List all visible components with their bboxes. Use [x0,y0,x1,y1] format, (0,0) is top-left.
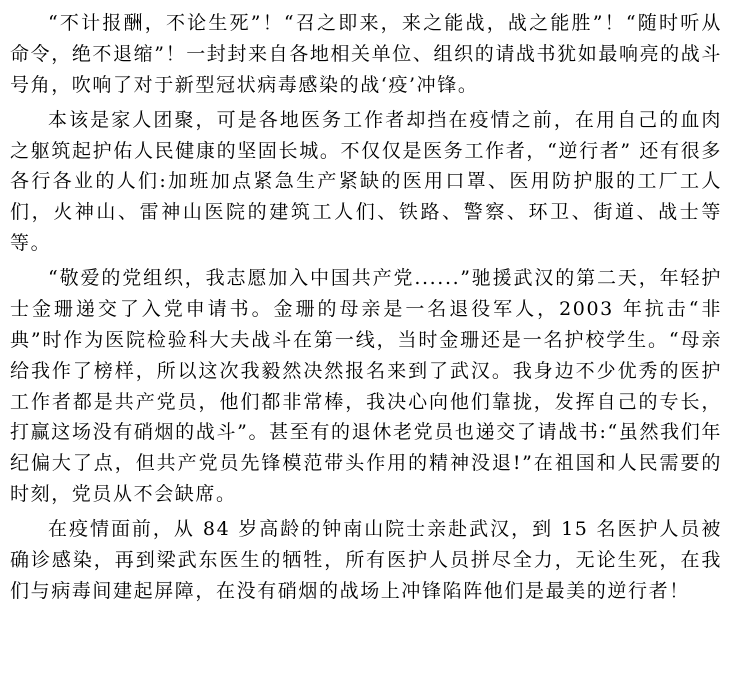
document-body [10,8,722,607]
paragraph-2: 本该是家人团聚，可是各地医务工作者却挡在疫情之前，在用自己的血肉之躯筑起护佑人民健康的坚固长城。不仅仅是医务工作者，“逆行者” 还有很多各行各业的人们:加班加点紧急生产紧缺的医用口罩、医用防护服的工厂工人们，火神山、雷神山医院的建筑工人们、铁路、警察、环卫、街道、战士等等。 [10,108,722,255]
paragraph-1: “不计报酬，不论生死”！“召之即来，来之能战，战之能胜”！“随时听从命令，绝不退缩”！一封封来自各地相关单位、组织的请战书犹如最响亮的战斗号角，吹响了对于新型冠状病毒感染的战‘疫’冲锋。 [10,12,722,96]
paragraph-3: “敬爱的党组织，我志愿加入中国共产党......”驰援武汉的第二天，年轻护士金珊递交了入党申请书。金珊的母亲是一名退役军人，2003 年抗击“非典”时作为医院检验科大夫战斗在第一线，当时金珊还是一名护校学生。“母亲给我作了榜样，所以这次我毅然决然报名来到了武汉。我身边不少优秀的医护工作者都是共产党员，他们都非常棒，我决心向他们靠拢，发挥自己的专长，打赢这场没有硝烟的战斗”。甚至有的退休老党员也递交了请战书:“虽然我们年纪偏大了点，但共产党员先锋模范带头作用的精神没退!”在祖国和人民需要的时刻，党员从不会缺席。 [10,267,722,505]
paragraph-4: 在疫情面前，从 84 岁高龄的钟南山院士亲赴武汉，到 15 名医护人员被确诊感染，再到梁武东医生的牺牲，所有医护人员拼尽全力，无论生死，在我们与病毒间建起屏障，在没有硝烟的战场上冲锋陷阵他们是最美的逆行者！ [10,518,722,602]
